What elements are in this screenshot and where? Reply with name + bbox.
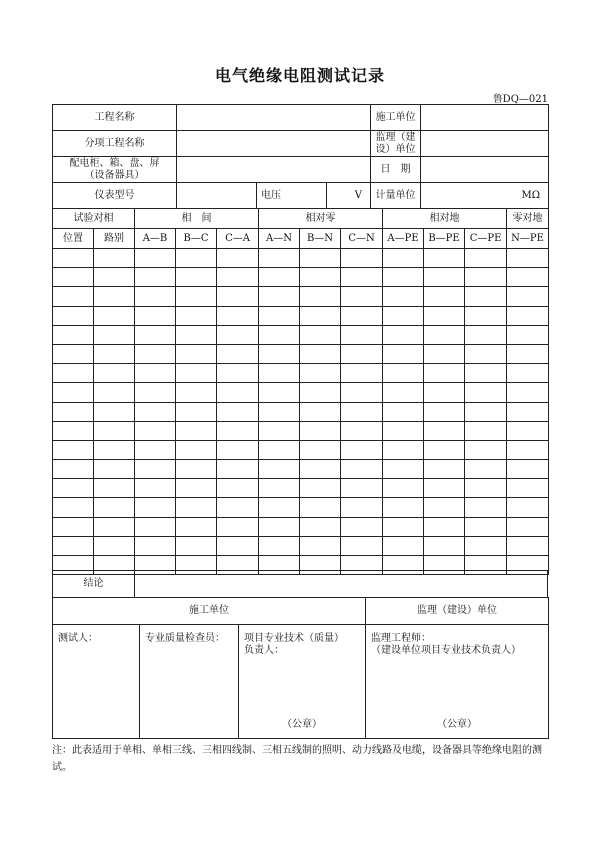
data-cell[interactable] — [424, 325, 465, 344]
data-cell[interactable] — [217, 287, 259, 306]
data-cell[interactable] — [507, 479, 549, 498]
data-cell[interactable] — [424, 287, 465, 306]
data-cell[interactable] — [507, 421, 549, 440]
cabinet-label — [53, 157, 177, 183]
data-cell[interactable] — [465, 421, 507, 440]
data-cell[interactable] — [507, 249, 549, 268]
data-cell[interactable] — [341, 421, 383, 440]
data-cell[interactable] — [94, 344, 135, 363]
data-cell[interactable] — [217, 421, 259, 440]
data-cell[interactable] — [507, 402, 549, 421]
data-cell[interactable] — [53, 344, 94, 363]
data-cell[interactable] — [300, 536, 341, 555]
table-row — [53, 383, 549, 402]
data-cell[interactable] — [465, 287, 507, 306]
data-cell[interactable] — [259, 249, 300, 268]
owner-tech-lead-label: （建设单位项目专业技术负责人） — [371, 644, 522, 656]
data-cell[interactable] — [53, 306, 94, 325]
data-cell[interactable] — [465, 325, 507, 344]
data-cell[interactable] — [135, 344, 176, 363]
data-cell[interactable] — [94, 306, 135, 325]
data-cell[interactable] — [383, 287, 424, 306]
data-cell[interactable] — [217, 440, 259, 459]
data-cell[interactable] — [176, 249, 217, 268]
cabinet-label-line2: （设备器具） — [84, 169, 145, 181]
seal-right: （公章） — [437, 718, 478, 730]
data-cell[interactable] — [259, 268, 300, 287]
data-cell[interactable] — [507, 344, 549, 363]
phase-to-neutral-header: 相对零 — [259, 209, 383, 229]
data-cell[interactable] — [176, 421, 217, 440]
data-cell[interactable] — [217, 402, 259, 421]
data-cell[interactable] — [341, 383, 383, 402]
data-cell[interactable] — [135, 498, 176, 517]
data-cell[interactable] — [424, 517, 465, 536]
data-cell[interactable] — [465, 268, 507, 287]
data-cell[interactable] — [424, 536, 465, 555]
data-cell[interactable] — [135, 421, 176, 440]
data-cell[interactable] — [341, 536, 383, 555]
data-cell[interactable] — [217, 325, 259, 344]
data-cell[interactable] — [383, 517, 424, 536]
data-cell[interactable] — [341, 402, 383, 421]
data-cell[interactable] — [424, 364, 465, 383]
table-row — [53, 287, 549, 306]
data-cell[interactable] — [176, 344, 217, 363]
data-cell[interactable] — [94, 421, 135, 440]
data-cell[interactable] — [259, 498, 300, 517]
data-cell[interactable] — [135, 364, 176, 383]
data-cell[interactable] — [465, 498, 507, 517]
data-cell[interactable] — [507, 498, 549, 517]
info-table — [52, 104, 549, 209]
column-header: B—N — [300, 229, 341, 249]
quality-inspector-label: 专业质量检查员： — [145, 633, 225, 644]
data-cell[interactable] — [94, 479, 135, 498]
table-row — [53, 306, 549, 325]
supervision-unit-label: 监理（建设）单位 — [371, 131, 421, 157]
data-cell[interactable] — [424, 421, 465, 440]
data-cell[interactable] — [424, 402, 465, 421]
data-cell[interactable] — [507, 517, 549, 536]
data-cell[interactable] — [465, 364, 507, 383]
data-cell[interactable] — [383, 479, 424, 498]
data-cell[interactable] — [135, 306, 176, 325]
data-cell[interactable] — [341, 325, 383, 344]
data-cell[interactable] — [53, 383, 94, 402]
construction-unit-header: 施工单位 — [53, 598, 366, 625]
data-cell[interactable] — [94, 364, 135, 383]
column-header: A—N — [259, 229, 300, 249]
column-header: N—PE — [507, 229, 549, 249]
column-header: B—PE — [424, 229, 465, 249]
data-cell[interactable] — [300, 498, 341, 517]
data-cell[interactable] — [507, 460, 549, 479]
data-cell[interactable] — [176, 517, 217, 536]
project-tech-lead-cell[interactable] — [239, 625, 366, 739]
table-row — [53, 536, 549, 555]
tester-label: 测试人： — [58, 633, 98, 644]
data-cell[interactable] — [507, 383, 549, 402]
test-phase-header: 试验对相 — [53, 209, 135, 229]
data-cell[interactable] — [424, 306, 465, 325]
data-cell[interactable] — [300, 402, 341, 421]
data-cell[interactable] — [53, 402, 94, 421]
data-cell[interactable] — [507, 440, 549, 459]
data-cell[interactable] — [465, 249, 507, 268]
data-cell[interactable] — [176, 306, 217, 325]
data-cell[interactable] — [300, 344, 341, 363]
footnote: 注：此表适用于单相、单相三线、三相四线制、三相五线制的照明、动力线路及电缆，设备器具等绝缘电阻的测试。 — [52, 745, 542, 773]
data-cell[interactable] — [300, 268, 341, 287]
data-cell[interactable] — [465, 306, 507, 325]
data-cell[interactable] — [341, 306, 383, 325]
meter-unit-label: 计量单位 — [371, 183, 421, 209]
date-label: 日 期 — [371, 157, 421, 183]
data-cell[interactable] — [217, 268, 259, 287]
meter-unit: MΩ — [421, 183, 549, 209]
data-cell[interactable] — [383, 268, 424, 287]
data-cell[interactable] — [94, 460, 135, 479]
data-cell[interactable] — [135, 287, 176, 306]
data-cell[interactable] — [217, 536, 259, 555]
table-row — [53, 517, 549, 536]
project-name-label: 工程名称 — [53, 105, 177, 131]
data-cell[interactable] — [217, 249, 259, 268]
project-tech-lead-line1: 项目专业技术（质量） — [244, 633, 344, 644]
data-cell[interactable] — [383, 460, 424, 479]
data-cell[interactable] — [53, 287, 94, 306]
data-cell[interactable] — [341, 344, 383, 363]
column-header: A—B — [135, 229, 176, 249]
data-cell[interactable] — [341, 460, 383, 479]
data-cell[interactable] — [341, 479, 383, 498]
data-cell[interactable] — [217, 344, 259, 363]
data-cell[interactable] — [341, 498, 383, 517]
data-cell[interactable] — [383, 383, 424, 402]
data-cell[interactable] — [465, 460, 507, 479]
table-row — [53, 402, 549, 421]
table-row — [53, 364, 549, 383]
voltage-unit: V — [327, 183, 371, 209]
data-cell[interactable] — [465, 402, 507, 421]
data-cell[interactable] — [176, 364, 217, 383]
data-cell[interactable] — [135, 479, 176, 498]
data-cell[interactable] — [300, 421, 341, 440]
data-cell[interactable] — [94, 268, 135, 287]
data-cell[interactable] — [217, 498, 259, 517]
data-cell[interactable] — [424, 479, 465, 498]
data-cell[interactable] — [176, 268, 217, 287]
data-cell[interactable] — [176, 536, 217, 555]
data-cell[interactable] — [53, 268, 94, 287]
data-cell[interactable] — [300, 364, 341, 383]
date-field[interactable] — [421, 157, 549, 183]
data-cell[interactable] — [465, 440, 507, 459]
data-cell[interactable] — [53, 536, 94, 555]
data-cell[interactable] — [300, 479, 341, 498]
data-cell[interactable] — [94, 440, 135, 459]
table-row — [53, 268, 549, 287]
table-row — [53, 344, 549, 363]
supervision-unit-field[interactable] — [421, 131, 549, 157]
data-cell[interactable] — [383, 402, 424, 421]
data-cell[interactable] — [507, 536, 549, 555]
column-header: 路别 — [94, 229, 135, 249]
subproject-label: 分项工程名称 — [53, 131, 177, 157]
data-cell[interactable] — [383, 440, 424, 459]
data-cell[interactable] — [176, 383, 217, 402]
supervising-engineer-label: 监理工程师： — [371, 633, 432, 644]
project-name-field[interactable] — [177, 105, 371, 131]
supervision-unit-header: 监理（建设）单位 — [366, 598, 549, 625]
data-cell[interactable] — [176, 402, 217, 421]
data-cell[interactable] — [341, 287, 383, 306]
data-cell[interactable] — [424, 249, 465, 268]
data-cell[interactable] — [383, 536, 424, 555]
data-cell[interactable] — [465, 536, 507, 555]
data-cell[interactable] — [341, 268, 383, 287]
instrument-field[interactable] — [177, 183, 257, 209]
data-cell[interactable] — [507, 268, 549, 287]
data-cell[interactable] — [300, 325, 341, 344]
data-cell[interactable] — [383, 421, 424, 440]
data-cell[interactable] — [135, 249, 176, 268]
column-header: A—PE — [383, 229, 424, 249]
data-cell[interactable] — [53, 479, 94, 498]
data-cell[interactable] — [94, 402, 135, 421]
data-cell[interactable] — [341, 249, 383, 268]
table-row — [53, 421, 549, 440]
signoff-table — [52, 597, 549, 739]
data-cell[interactable] — [383, 364, 424, 383]
data-cell[interactable] — [300, 306, 341, 325]
data-cell[interactable] — [259, 421, 300, 440]
voltage-label: 电压 — [257, 183, 327, 209]
column-header: C—A — [217, 229, 259, 249]
data-cell[interactable] — [53, 364, 94, 383]
data-cell[interactable] — [53, 325, 94, 344]
data-cell[interactable] — [259, 460, 300, 479]
table-row — [53, 440, 549, 459]
data-cell[interactable] — [341, 364, 383, 383]
instrument-label: 仪表型号 — [53, 183, 177, 209]
data-cell[interactable] — [259, 306, 300, 325]
page-title: 电气绝缘电阻测试记录 — [214, 66, 385, 85]
table-row — [53, 325, 549, 344]
data-cell[interactable] — [259, 287, 300, 306]
data-cell[interactable] — [259, 325, 300, 344]
column-header: C—PE — [465, 229, 507, 249]
tester-cell[interactable] — [53, 625, 140, 739]
data-cell[interactable] — [94, 517, 135, 536]
data-cell[interactable] — [465, 479, 507, 498]
data-cell[interactable] — [300, 287, 341, 306]
data-cell[interactable] — [259, 517, 300, 536]
data-cell[interactable] — [341, 517, 383, 536]
data-cell[interactable] — [94, 249, 135, 268]
data-cell[interactable] — [424, 268, 465, 287]
column-header: 位置 — [53, 229, 94, 249]
data-cell[interactable] — [507, 306, 549, 325]
data-cell[interactable] — [217, 479, 259, 498]
data-cell[interactable] — [94, 325, 135, 344]
data-cell[interactable] — [176, 287, 217, 306]
data-cell[interactable] — [341, 440, 383, 459]
data-cell[interactable] — [383, 498, 424, 517]
data-cell[interactable] — [135, 440, 176, 459]
data-cell[interactable] — [217, 306, 259, 325]
data-cell[interactable] — [424, 460, 465, 479]
cabinet-label-line1: 配电柜、箱、盘、屏 — [69, 158, 160, 169]
data-cell[interactable] — [53, 460, 94, 479]
construction-unit-label: 施工单位 — [371, 105, 421, 131]
data-cell[interactable] — [135, 402, 176, 421]
data-cell[interactable] — [94, 383, 135, 402]
data-cell[interactable] — [217, 460, 259, 479]
data-cell[interactable] — [176, 460, 217, 479]
table-row — [53, 479, 549, 498]
data-cell[interactable] — [135, 460, 176, 479]
column-header: C—N — [341, 229, 383, 249]
seal-left: （公章） — [282, 718, 323, 730]
data-cell[interactable] — [300, 249, 341, 268]
data-cell[interactable] — [176, 440, 217, 459]
data-cell[interactable] — [176, 325, 217, 344]
data-cell[interactable] — [383, 344, 424, 363]
data-cell[interactable] — [259, 440, 300, 459]
data-cell[interactable] — [135, 536, 176, 555]
conclusion-field[interactable] — [135, 571, 548, 598]
data-cell[interactable] — [507, 364, 549, 383]
construction-unit-field[interactable] — [421, 105, 549, 131]
data-cell[interactable] — [53, 249, 94, 268]
table-row — [53, 498, 549, 517]
data-cell[interactable] — [300, 460, 341, 479]
data-cell[interactable] — [53, 421, 94, 440]
data-cell[interactable] — [217, 383, 259, 402]
supervising-engineer-cell[interactable] — [366, 625, 549, 739]
column-header: B—C — [176, 229, 217, 249]
data-cell[interactable] — [465, 344, 507, 363]
data-cell[interactable] — [259, 402, 300, 421]
data-cell[interactable] — [300, 517, 341, 536]
data-cell[interactable] — [176, 479, 217, 498]
data-cell[interactable] — [259, 479, 300, 498]
conclusion-table — [52, 570, 548, 598]
data-cell[interactable] — [135, 268, 176, 287]
form-code: 鲁DQ—021 — [492, 94, 548, 105]
data-cell[interactable] — [424, 440, 465, 459]
data-cell[interactable] — [135, 517, 176, 536]
data-cell[interactable] — [383, 325, 424, 344]
data-cell[interactable] — [176, 498, 217, 517]
data-cell[interactable] — [135, 383, 176, 402]
data-cell[interactable] — [94, 287, 135, 306]
data-cell[interactable] — [300, 440, 341, 459]
data-cell[interactable] — [507, 325, 549, 344]
phase-to-ground-header: 相对地 — [383, 209, 507, 229]
cabinet-field[interactable] — [177, 157, 371, 183]
data-cell[interactable] — [53, 498, 94, 517]
quality-inspector-cell[interactable] — [140, 625, 239, 739]
project-tech-lead-line2: 负责人： — [244, 644, 284, 656]
data-cell[interactable] — [94, 498, 135, 517]
data-cell[interactable] — [383, 306, 424, 325]
data-cell[interactable] — [300, 383, 341, 402]
data-cell[interactable] — [259, 536, 300, 555]
data-cell[interactable] — [217, 364, 259, 383]
conclusion-label: 结论 — [53, 571, 135, 598]
data-cell[interactable] — [383, 249, 424, 268]
data-cell[interactable] — [217, 517, 259, 536]
data-cell[interactable] — [465, 517, 507, 536]
measurement-table — [52, 208, 549, 575]
data-cell[interactable] — [259, 364, 300, 383]
data-cell[interactable] — [259, 344, 300, 363]
table-row — [53, 249, 549, 268]
data-cell[interactable] — [424, 498, 465, 517]
data-cell[interactable] — [507, 287, 549, 306]
data-cell[interactable] — [53, 440, 94, 459]
phase-to-phase-header: 相 间 — [135, 209, 259, 229]
data-cell[interactable] — [135, 325, 176, 344]
data-cell[interactable] — [424, 383, 465, 402]
data-cell[interactable] — [94, 536, 135, 555]
data-cell[interactable] — [53, 517, 94, 536]
data-cell[interactable] — [465, 383, 507, 402]
data-cell[interactable] — [424, 344, 465, 363]
subproject-field[interactable] — [177, 131, 371, 157]
neutral-to-ground-header: 零对地 — [507, 209, 549, 229]
table-row — [53, 460, 549, 479]
data-cell[interactable] — [259, 383, 300, 402]
